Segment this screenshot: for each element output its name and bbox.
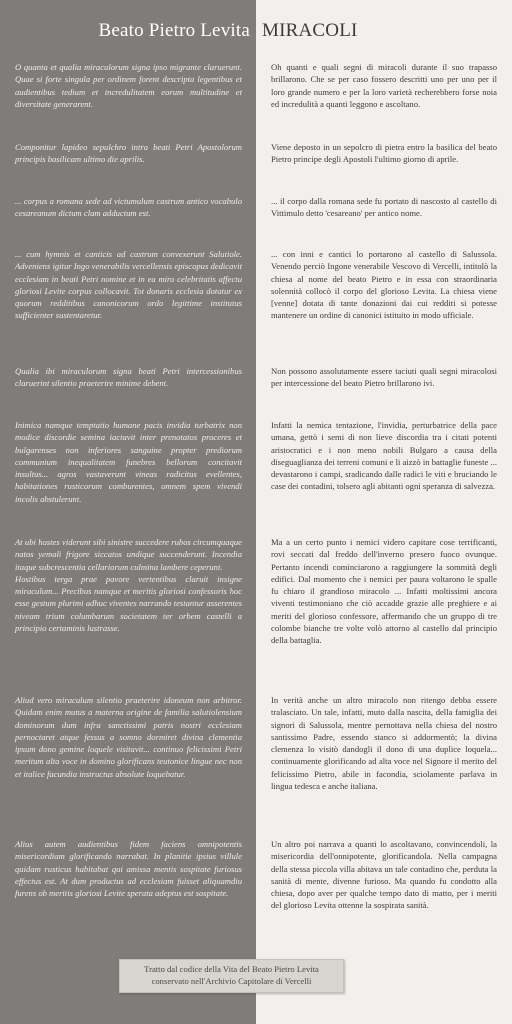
source-caption-line-1: Tratto dal codice della Vita del Beato Pietro Levita bbox=[144, 964, 319, 974]
latin-passage-2: Componitur lapideo sepulchro intra beati Petri Apostolorum principis basilicam ultimo die aprilis. bbox=[15, 142, 242, 165]
source-caption bbox=[119, 959, 344, 993]
latin-passage-5: Qualia ibi miraculorum signa beati Petri intercessionibus claruerint silentio praeterire minime debent. bbox=[15, 366, 242, 389]
title-italian: MIRACOLI bbox=[262, 20, 358, 41]
italian-passage-7: Ma a un certo punto i nemici videro capitare cose terrificanti, rovi seccati dal freddo dell'inverno presero fuoco ovunque. Pertanto incendi cominciarono a raggiungere la sommità degli edifici. Dal momento che i nemici per paura voltarono le spalle fu chiaro il grandioso miracolo ... Infatti moltissimi ancora viventi testimoniano che ciò accadde grazie alle preghiere e ai meriti del glorioso confessore, affermando che un gruppo di tre colombe bianche tre volte volò attorno al castello dal principio della battaglia. bbox=[271, 537, 497, 646]
italian-passage-3: ... il corpo dalla romana sede fu portato di nascosto al castello di Vittimulo detto 'cesareano' per antico nome. bbox=[271, 196, 497, 219]
latin-passage-8: Aliud vero miraculum silentio praeterire idoneum non arbitror. Quidam enim mutus a materna origine de familia salutiolensium dominorum dum infra sanctissimi patris nostri ecclesiam pernoctaret atque fessus a somno dormiret divina clementia ipsum dono gemine loquele visitavit... continuo felicissimi Petri meritum alta voce in domino glorificans teutonice lingue nec non et italice facundia instructus absolute loquebatur. bbox=[15, 695, 242, 779]
latin-passage-7: At ubi hostes viderunt sibi sinistre succedere rubos circumquaque natos yemali frigore siccatos undique succenderunt. Incendia itaque subcrescentia cellariorum culmina lambere ceperunt. Hostibus terga prae pavore vertentibus claruit insigne miraculum... Precibus namque et meritis gloriosi confessoris hoc esse gestum plurimi adhuc viventes narrando testantur asserentes niveam trium columbarum societatem ter orbem castelli a principio certaminis lustrasse. bbox=[15, 537, 242, 634]
italian-passage-6: Infatti la nemica tentazione, l'invidia, perturbatrice della pace umana, gettò i semi di non lieve discordia tra i citati potenti aristocratici e i non meno nobili Bulgaro a causa della diseguaglianza dei terreni comuni e li aizzò in battaglie funeste ... devastarono i campi, sradicando dalle radici le viti e bruciando le case dei contadini, tolsero agli abitanti ogni speranza di salvezza. bbox=[271, 420, 497, 492]
italian-passage-8: In verità anche un altro miracolo non ritengo debba essere tralasciato. Un tale, infatti, muto dalla nascita, della famiglia dei signori di Salussola, mentre pernottava nella chiesa del nostro santissimo Padre, essendo stanco si addormentò; la divina clemenza lo visitò dandogli il dono di una duplice loquela... continuamente glorificando ad alta voce nel Signore il merito del felicissimo Pietro, abile in facondia, sciolamente parlava in lingua tedesca e anche italiana. bbox=[271, 695, 497, 792]
italian-passage-9: Un altro poi narrava a quanti lo ascoltavano, convincendoli, la misericordia dell'onnipotente, glorificandola. Nella campagna della stessa piccola villa abitava un tale contadino che, perduta la sanità di mente, divenne furioso. Ma quando fu condotto alla chiesa, dopo aver per qualche tempo dato di matto, per i meriti del glorioso Levita ottenne la sospirata sanità. bbox=[271, 839, 497, 911]
latin-passage-3: ... corpus a romana sede ad victumulum castrum antico vocabulo cesareanum dictum clam adductum est. bbox=[15, 196, 242, 219]
latin-passage-6: Inimica namque temptatio humane pacis invidia turbatrix non modice discordie semina iactavit inter prenotatos proceres et bulgarenses non inferiores sanguine propter prediorum communium inequalitatem funebres bellorum concitavit insultus... agros vastaverunt vineas radicitus evellentes, habitationes rusticorum comburentes, omnem spem vivendi incolis abstulerunt. bbox=[15, 420, 242, 504]
italian-passage-1: Oh quanti e quali segni di miracoli durante il suo trapasso brillarono. Che se per caso fossero descritti uno per uno per il loro grande numero e per la loro varietà recherebbero forse noia ed incredulità a quanti leggono e ascoltano. bbox=[271, 62, 497, 109]
latin-passage-9: Alius autem audientibus fidem faciens omnipotentis misericordiam glorificando narrabat. In planitie ipsius villule quidam rusticus habitabat qui amissa mentis sospitate furiosus effectus est. At dum productus ad ecclesiam fuisset aliquamdiu furens ob meritis gloriosi Levite sperata adeptus est sospitate. bbox=[15, 839, 242, 899]
latin-passage-4: ... cum hymnis et canticis ad castrum convexerunt Salutiole. Adveniens igitur Ingo venerabilis vercellensis episcopus dedicavit ecclesiam in beati Petri nomine et in ea miro celebritatis affectu gloriosi Levite corpus collocavit. Tot donaris ecclesia dotatur ex quorum redditibus canonicorum ordo legittime institutus sufficienter sustentaretur. bbox=[15, 249, 242, 321]
source-caption-line-2: conservato nell'Archivio Capitolare di Vercelli bbox=[151, 975, 312, 986]
title-latin: Beato Pietro Levita bbox=[98, 20, 250, 41]
italian-passage-5: Non possono assolutamente essere taciuti quali segni miracolosi per intercessione del beato Pietro brillarono ivi. bbox=[271, 366, 497, 389]
latin-passage-1: O quanta et qualia miraculorum signa ipso migrante claruerunt. Quae si forte singula per ordinem forent descripta legentibus et audientibus tedium et incredulitatem eorum multitudine et diversitate generarent. bbox=[15, 62, 242, 109]
italian-passage-4: ... con inni e cantici lo portarono al castello di Salussola. Venendo perciò Ingone venerabile Vescovo di Vercelli, intitolò la chiesa al nome del beato Pietro e in essa con straordinaria solennità collocò il corpo del glorioso Levita. La chiesa viene [venne] dotata di tante donazioni dai cui redditi si potesse mantenere un ordine di canonici istituito in modo ufficiale. bbox=[271, 249, 497, 321]
italian-passage-2: Viene deposto in un sepolcro di pietra entro la basilica del beato Pietro principe degli Apostoli l'ultimo giorno di aprile. bbox=[271, 142, 497, 165]
